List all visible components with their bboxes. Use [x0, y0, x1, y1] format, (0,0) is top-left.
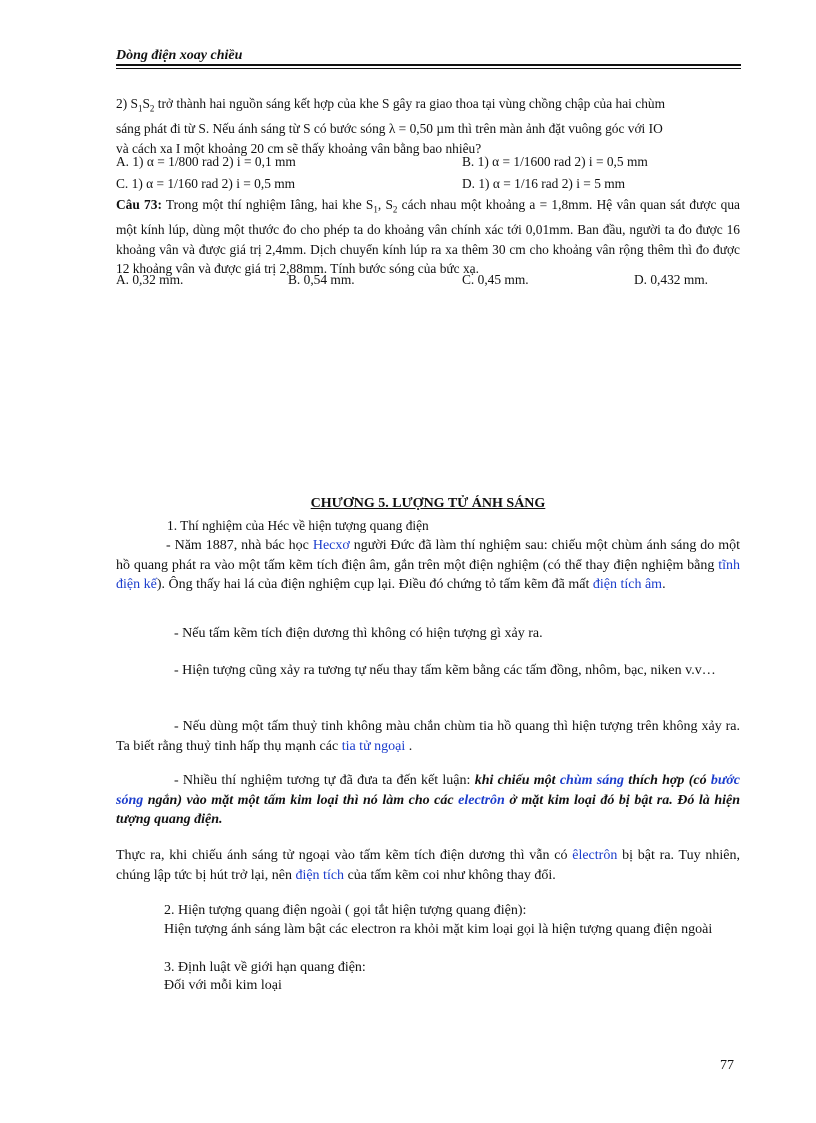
option-c: C. 0,45 mm.	[462, 272, 529, 287]
option-b: B. 1) α = 1/1600 rad 2) i = 0,5 mm	[462, 154, 648, 169]
link-dien-tich[interactable]: điện tích	[295, 867, 345, 883]
link-buoc-song[interactable]: bước sóng	[116, 773, 740, 808]
option-c: C. 1) α = 1/160 rad 2) i = 0,5 mm	[116, 176, 296, 191]
paragraph-glass: - Nếu dùng một tấm thuỷ tinh không màu chắn chùm tia hồ quang thì hiện tượng trên không xảy ra. Ta biết rằng thuỷ tinh hấp thụ mạnh các tia tử ngoại .	[116, 719, 740, 754]
option-a: A. 0,32 mm.	[116, 272, 184, 287]
section-2-body: Hiện tượng ánh sáng làm bật các electron ra khỏi mặt kim loại gọi là hiện tượng quang điện ngoài	[164, 922, 713, 937]
running-header: Dòng điện xoay chiều	[116, 48, 243, 63]
paragraph-other-metals: - Hiện tượng cũng xảy ra tương tự nếu thay tấm kẽm bằng các tấm đồng, nhôm, bạc, niken v.v…	[174, 663, 716, 678]
section-1-title: 1. Thí nghiệm của Héc về hiện tượng quang điện	[167, 518, 429, 533]
link-electron-2[interactable]: êlectrôn	[572, 848, 618, 863]
header-rule-thin	[116, 68, 741, 69]
section-3-title: 3. Định luật về giới hạn quang điện:	[164, 960, 366, 975]
paragraph-conclusion: - Nhiều thí nghiệm tương tự đã đưa ta đến kết luận: khi chiếu một chùm sáng thích hợp (có bước sóng ngắn) vào mặt một tấm kim loại thì nó làm cho các electrôn ở mặt kim loại đó bị bật ra. Đó là hiện tượng quang điện.	[116, 773, 740, 828]
section-2-title: 2. Hiện tượng quang điện ngoài ( gọi tắt hiện tượng quang điện):	[164, 903, 527, 918]
option-d: D. 1) α = 1/16 rad 2) i = 5 mm	[462, 176, 626, 191]
link-electron[interactable]: electrôn	[458, 792, 505, 808]
paragraph-uv-note: Thực ra, khi chiếu ánh sáng tử ngoại vào tấm kẽm tích điện dương thì vẫn có êlectrôn bị bật ra. Tuy nhiên, chúng lập tức bị hút trở lại, nên điện tích của tấm kẽm coi như không thay đổi.	[116, 848, 740, 883]
paragraph-positive-charge: - Nếu tấm kẽm tích điện dương thì không có hiện tượng gì xảy ra.	[174, 626, 543, 641]
link-tinh-dien-ke[interactable]: tĩnh điện kế	[116, 557, 740, 593]
page-number: 77	[720, 1058, 734, 1073]
option-a: A. 1) α = 1/800 rad 2) i = 0,1 mm	[116, 154, 296, 169]
question-72-text: 2) $S_1S_2$ trở thành hai nguồn sáng kết hợp của khe S gây ra giao thoa tại vùng chồng chập của hai chùm sáng phát đi từ S. Nếu ánh sáng từ S có bước sóng λ = 0,50 µm thì trên màn ảnh đặt vuông góc với IO và cách xa I một khoảng 20 cm sẽ thấy khoảng vân bằng bao nhiêu?	[116, 96, 665, 156]
link-hecxo[interactable]: Hecxơ	[312, 538, 350, 553]
link-chum-sang[interactable]: chùm sáng	[559, 773, 625, 788]
option-d: D. 0,432 mm.	[634, 272, 709, 287]
question-73-text: Câu 73: Trong một thí nghiệm Iâng, hai khe $S_1$, $S_2$ cách nhau một khoảng a = 1,8mm. Hệ vân quan sát được qua một kính lúp, dùng một thước đo cho phép ta do khoảng vân chính xác tới 0,01mm. Ban đầu, người ta đo được 16 khoảng vân và được giá trị 2,4mm. Dịch chuyển kính lúp ra xa thêm 30 cm cho khoảng vân rộng thêm thì đo được 12 khoảng vân và được giá trị 2,88mm. Tính bước sóng của bức xạ.	[116, 197, 740, 277]
paragraph-hertz-experiment: - Năm 1887, nhà bác học Hecxơ người Đức đã làm thí nghiệm sau: chiếu một chùm ánh sáng do một hồ quang phát ra vào một tấm kẽm tích điện âm, gắn trên một điện nghiệm (có thể thay điện nghiệm bằng tĩnh điện kế). Ông thấy hai lá của điện nghiệm cụp lại. Điều đó chứng tỏ tấm kẽm đã mất điện tích âm.	[116, 538, 740, 593]
header-rule	[116, 64, 741, 66]
chapter-title: CHƯƠNG 5. LƯỢNG TỬ ÁNH SÁNG	[310, 496, 546, 511]
link-tia-tu-ngoai[interactable]: tia tử ngoại	[341, 738, 406, 754]
link-dien-tich-am[interactable]: điện tích âm	[592, 577, 663, 593]
section-3-body: Đối với mỗi kim loại	[164, 978, 282, 993]
option-b: B. 0,54 mm.	[288, 272, 355, 287]
